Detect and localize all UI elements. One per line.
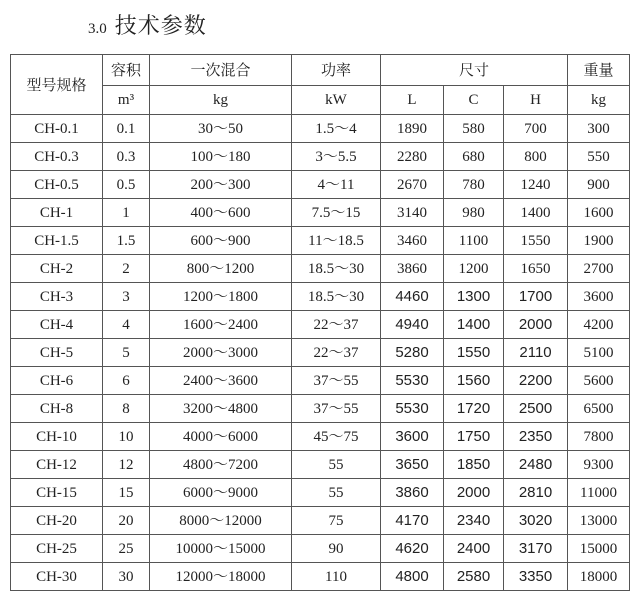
table-row — [11, 535, 630, 563]
cell-length: 4940 — [381, 311, 444, 339]
cell-volume: 6 — [103, 367, 150, 395]
cell-power: 75 — [292, 507, 381, 535]
cell-volume: 0.5 — [103, 171, 150, 199]
cell-weight: 4200 — [568, 311, 630, 339]
cell-height: 2200 — [504, 367, 568, 395]
cell-batch: 30～50 — [150, 115, 292, 143]
header-row-2 — [11, 86, 630, 115]
table-row — [11, 115, 630, 143]
cell-height: 3350 — [504, 563, 568, 591]
header-volume-unit: m³ — [103, 86, 150, 115]
cell-width: 1560 — [444, 367, 504, 395]
cell-weight: 300 — [568, 115, 630, 143]
cell-width: 1300 — [444, 283, 504, 311]
spec-table — [10, 54, 630, 591]
cell-width: 2000 — [444, 479, 504, 507]
table-row — [11, 199, 630, 227]
cell-batch: 6000～9000 — [150, 479, 292, 507]
cell-width: 1100 — [444, 227, 504, 255]
cell-volume: 25 — [103, 535, 150, 563]
cell-volume: 1 — [103, 199, 150, 227]
table-row — [11, 171, 630, 199]
cell-batch: 4800～7200 — [150, 451, 292, 479]
cell-weight: 9300 — [568, 451, 630, 479]
cell-weight: 11000 — [568, 479, 630, 507]
cell-weight: 7800 — [568, 423, 630, 451]
cell-volume: 2 — [103, 255, 150, 283]
header-model: 型号规格 — [11, 55, 103, 115]
cell-model: CH-25 — [11, 535, 103, 563]
cell-width: 2340 — [444, 507, 504, 535]
cell-weight: 13000 — [568, 507, 630, 535]
cell-height: 2810 — [504, 479, 568, 507]
cell-height: 1550 — [504, 227, 568, 255]
cell-batch: 8000～12000 — [150, 507, 292, 535]
table-row — [11, 479, 630, 507]
cell-volume: 4 — [103, 311, 150, 339]
cell-power: 18.5～30 — [292, 255, 381, 283]
header-power: 功率 — [292, 55, 381, 86]
cell-weight: 2700 — [568, 255, 630, 283]
cell-batch: 2400～3600 — [150, 367, 292, 395]
cell-batch: 2000～3000 — [150, 339, 292, 367]
cell-volume: 0.1 — [103, 115, 150, 143]
cell-length: 5530 — [381, 395, 444, 423]
cell-power: 55 — [292, 451, 381, 479]
cell-length: 2280 — [381, 143, 444, 171]
cell-batch: 1600～2400 — [150, 311, 292, 339]
cell-weight: 5600 — [568, 367, 630, 395]
cell-length: 4800 — [381, 563, 444, 591]
cell-width: 1400 — [444, 311, 504, 339]
table-row — [11, 311, 630, 339]
cell-model: CH-6 — [11, 367, 103, 395]
cell-batch: 600～900 — [150, 227, 292, 255]
cell-power: 90 — [292, 535, 381, 563]
table-row — [11, 283, 630, 311]
cell-width: 1850 — [444, 451, 504, 479]
cell-volume: 5 — [103, 339, 150, 367]
section-title — [88, 10, 207, 45]
cell-batch: 3200～4800 — [150, 395, 292, 423]
cell-model: CH-0.5 — [11, 171, 103, 199]
cell-height: 700 — [504, 115, 568, 143]
cell-length: 4170 — [381, 507, 444, 535]
cell-batch: 200～300 — [150, 171, 292, 199]
cell-batch: 100～180 — [150, 143, 292, 171]
cell-power: 22～37 — [292, 311, 381, 339]
cell-length: 3140 — [381, 199, 444, 227]
cell-volume: 15 — [103, 479, 150, 507]
cell-model: CH-4 — [11, 311, 103, 339]
cell-batch: 800～1200 — [150, 255, 292, 283]
cell-power: 18.5～30 — [292, 283, 381, 311]
cell-weight: 1600 — [568, 199, 630, 227]
cell-power: 11～18.5 — [292, 227, 381, 255]
cell-power: 7.5～15 — [292, 199, 381, 227]
table-row — [11, 339, 630, 367]
cell-volume: 12 — [103, 451, 150, 479]
cell-model: CH-30 — [11, 563, 103, 591]
cell-power: 37～55 — [292, 367, 381, 395]
cell-weight: 6500 — [568, 395, 630, 423]
cell-height: 1400 — [504, 199, 568, 227]
cell-batch: 12000～18000 — [150, 563, 292, 591]
cell-width: 1200 — [444, 255, 504, 283]
cell-length: 3650 — [381, 451, 444, 479]
cell-power: 110 — [292, 563, 381, 591]
cell-length: 3600 — [381, 423, 444, 451]
cell-weight: 550 — [568, 143, 630, 171]
cell-length: 4460 — [381, 283, 444, 311]
table-row — [11, 395, 630, 423]
cell-model: CH-8 — [11, 395, 103, 423]
cell-width: 1550 — [444, 339, 504, 367]
cell-volume: 1.5 — [103, 227, 150, 255]
cell-model: CH-1.5 — [11, 227, 103, 255]
cell-volume: 20 — [103, 507, 150, 535]
cell-length: 5280 — [381, 339, 444, 367]
cell-weight: 1900 — [568, 227, 630, 255]
cell-model: CH-0.3 — [11, 143, 103, 171]
table-row — [11, 563, 630, 591]
cell-width: 2580 — [444, 563, 504, 591]
header-volume: 容积 — [103, 55, 150, 86]
header-batch-unit: kg — [150, 86, 292, 115]
cell-batch: 4000～6000 — [150, 423, 292, 451]
cell-width: 980 — [444, 199, 504, 227]
cell-power: 22～37 — [292, 339, 381, 367]
table-row — [11, 507, 630, 535]
table-row — [11, 367, 630, 395]
section-number: 3.0 — [88, 21, 107, 37]
cell-model: CH-5 — [11, 339, 103, 367]
cell-height: 2000 — [504, 311, 568, 339]
cell-height: 2480 — [504, 451, 568, 479]
cell-volume: 10 — [103, 423, 150, 451]
cell-model: CH-10 — [11, 423, 103, 451]
cell-length: 3860 — [381, 255, 444, 283]
table-row — [11, 451, 630, 479]
table-row — [11, 423, 630, 451]
cell-volume: 0.3 — [103, 143, 150, 171]
cell-height: 800 — [504, 143, 568, 171]
header-dim-L: L — [381, 86, 444, 115]
cell-height: 2110 — [504, 339, 568, 367]
cell-weight: 900 — [568, 171, 630, 199]
cell-power: 37～55 — [292, 395, 381, 423]
cell-height: 1700 — [504, 283, 568, 311]
cell-power: 45～75 — [292, 423, 381, 451]
cell-model: CH-20 — [11, 507, 103, 535]
cell-width: 780 — [444, 171, 504, 199]
cell-power: 3～5.5 — [292, 143, 381, 171]
cell-volume: 30 — [103, 563, 150, 591]
cell-batch: 10000～15000 — [150, 535, 292, 563]
cell-batch: 400～600 — [150, 199, 292, 227]
cell-model: CH-12 — [11, 451, 103, 479]
cell-length: 4620 — [381, 535, 444, 563]
header-dim-C: C — [444, 86, 504, 115]
cell-height: 1240 — [504, 171, 568, 199]
cell-height: 1650 — [504, 255, 568, 283]
cell-power: 55 — [292, 479, 381, 507]
table-row — [11, 143, 630, 171]
cell-width: 680 — [444, 143, 504, 171]
header-weight-unit: kg — [568, 86, 630, 115]
cell-volume: 8 — [103, 395, 150, 423]
cell-weight: 18000 — [568, 563, 630, 591]
cell-width: 1750 — [444, 423, 504, 451]
cell-height: 2500 — [504, 395, 568, 423]
cell-volume: 3 — [103, 283, 150, 311]
cell-length: 5530 — [381, 367, 444, 395]
cell-model: CH-3 — [11, 283, 103, 311]
cell-model: CH-2 — [11, 255, 103, 283]
cell-model: CH-15 — [11, 479, 103, 507]
cell-weight: 3600 — [568, 283, 630, 311]
header-row-1 — [11, 55, 630, 86]
cell-width: 2400 — [444, 535, 504, 563]
cell-batch: 1200～1800 — [150, 283, 292, 311]
table-row — [11, 255, 630, 283]
header-power-unit: kW — [292, 86, 381, 115]
section-heading: 技术参数 — [114, 14, 207, 39]
cell-height: 3020 — [504, 507, 568, 535]
header-batch: 一次混合 — [150, 55, 292, 86]
header-dimensions: 尺寸 — [381, 55, 568, 86]
cell-height: 2350 — [504, 423, 568, 451]
cell-weight: 15000 — [568, 535, 630, 563]
cell-length: 3860 — [381, 479, 444, 507]
cell-model: CH-1 — [11, 199, 103, 227]
cell-width: 1720 — [444, 395, 504, 423]
header-weight: 重量 — [568, 55, 630, 86]
header-dim-H: H — [504, 86, 568, 115]
cell-weight: 5100 — [568, 339, 630, 367]
cell-height: 3170 — [504, 535, 568, 563]
cell-length: 3460 — [381, 227, 444, 255]
cell-power: 4～11 — [292, 171, 381, 199]
table-row — [11, 227, 630, 255]
cell-length: 1890 — [381, 115, 444, 143]
cell-length: 2670 — [381, 171, 444, 199]
cell-power: 1.5～4 — [292, 115, 381, 143]
cell-width: 580 — [444, 115, 504, 143]
cell-model: CH-0.1 — [11, 115, 103, 143]
